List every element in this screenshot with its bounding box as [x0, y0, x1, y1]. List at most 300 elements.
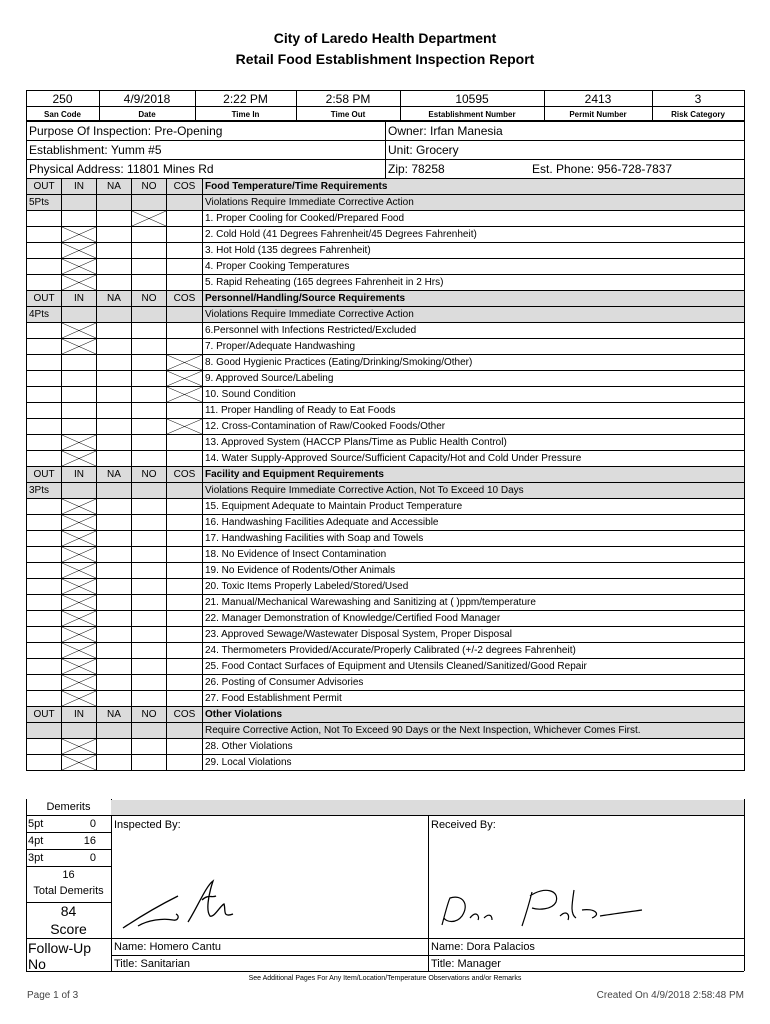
violation-item-row — [27, 355, 745, 371]
date-label: Date — [138, 110, 156, 119]
status-cell-na — [97, 419, 132, 435]
status-cell-no — [132, 227, 167, 243]
status-cell-na — [97, 387, 132, 403]
violation-item-row — [27, 579, 745, 595]
empty-cell — [167, 723, 203, 739]
status-cell-out — [27, 739, 62, 755]
status-cell-cos — [167, 595, 203, 611]
section-title: Other Violations — [203, 707, 745, 723]
status-cell-no — [132, 755, 167, 771]
status-cell-na — [97, 403, 132, 419]
x-mark-in — [62, 627, 97, 643]
footer-note: See Additional Pages For Any Item/Location/Temperature Observations and/or Remarks — [248, 975, 522, 982]
violation-item-row — [27, 611, 745, 627]
column-header-cos: COS — [167, 707, 203, 723]
status-cell-out — [27, 611, 62, 627]
section-subtitle-row — [27, 195, 745, 211]
violation-item-text: 10. Sound Condition — [203, 387, 745, 403]
status-cell-cos — [167, 675, 203, 691]
violation-item-text: 29. Local Violations — [203, 755, 745, 771]
follow-up-value: No — [28, 956, 46, 972]
status-cell-cos — [167, 499, 203, 515]
status-cell-cos — [167, 531, 203, 547]
column-header-out: OUT — [27, 291, 62, 307]
status-cell-cos — [167, 643, 203, 659]
total-demerits-label: Total Demerits — [33, 885, 104, 897]
status-cell-no — [132, 387, 167, 403]
violation-item-row — [27, 227, 745, 243]
status-cell-no — [132, 451, 167, 467]
violation-item-text: 17. Handwashing Facilities with Soap and Towels — [203, 531, 745, 547]
violation-item-text: 20. Toxic Items Properly Labeled/Stored/Used — [203, 579, 745, 595]
follow-up-label: Follow-Up — [28, 940, 92, 956]
score-label: Score — [50, 921, 87, 937]
violation-item-text: 2. Cold Hold (41 Degrees Fahrenheit/45 Degrees Fahrenheit) — [203, 227, 745, 243]
status-cell-na — [97, 563, 132, 579]
demerit-3pt-value: 0 — [89, 852, 96, 864]
status-cell-cos — [167, 403, 203, 419]
violation-item-text: 27. Food Establishment Permit — [203, 691, 745, 707]
violation-item-row — [27, 435, 745, 451]
empty-cell — [167, 307, 203, 323]
status-cell-out — [27, 691, 62, 707]
section-points: 3Pts — [27, 483, 62, 499]
violation-item-row — [27, 499, 745, 515]
x-mark-in — [62, 675, 97, 691]
status-cell-no — [132, 675, 167, 691]
status-cell-out — [27, 755, 62, 771]
status-cell-cos — [167, 339, 203, 355]
status-cell-cos — [167, 563, 203, 579]
column-header-no: NO — [132, 467, 167, 483]
status-cell-na — [97, 547, 132, 563]
x-mark-in — [62, 259, 97, 275]
x-mark-in — [62, 227, 97, 243]
status-cell-out — [27, 563, 62, 579]
violation-item-text: 14. Water Supply-Approved Source/Sufficient Capacity/Hot and Cold Under Pressure — [203, 451, 745, 467]
demerit-3pt-label: 3pt — [28, 852, 44, 864]
status-cell-na — [97, 739, 132, 755]
owner: Owner: Irfan Manesia — [388, 124, 503, 138]
x-mark-cos — [167, 387, 203, 403]
status-cell-cos — [167, 275, 203, 291]
status-cell-in — [62, 419, 97, 435]
empty-cell — [167, 195, 203, 211]
violation-item-row — [27, 259, 745, 275]
empty-cell — [132, 307, 167, 323]
status-cell-out — [27, 451, 62, 467]
purpose-of-inspection: Purpose Of Inspection: Pre-Opening — [29, 124, 223, 138]
column-header-no: NO — [132, 179, 167, 195]
receiver-title: Title: Manager — [431, 958, 501, 970]
status-cell-no — [132, 691, 167, 707]
san-code-value: 250 — [52, 92, 73, 106]
section-subtitle-row — [27, 307, 745, 323]
status-cell-cos — [167, 627, 203, 643]
receiver-signature — [432, 880, 652, 930]
violation-item-text: 24. Thermometers Provided/Accurate/Properly Calibrated (+/-2 degrees Fahrenheit) — [203, 643, 745, 659]
status-cell-in — [62, 211, 97, 227]
demerit-5pt-value: 0 — [89, 818, 96, 830]
status-cell-no — [132, 643, 167, 659]
status-cell-out — [27, 339, 62, 355]
status-cell-out — [27, 387, 62, 403]
status-cell-no — [132, 355, 167, 371]
status-cell-cos — [167, 739, 203, 755]
inspector-title: Title: Sanitarian — [114, 958, 191, 970]
violation-item-text: 6.Personnel with Infections Restricted/Excluded — [203, 323, 745, 339]
empty-cell — [62, 723, 97, 739]
violation-item-text: 22. Manager Demonstration of Knowledge/Certified Food Manager — [203, 611, 745, 627]
violation-item-row — [27, 515, 745, 531]
section-header-row — [27, 179, 745, 195]
column-header-no: NO — [132, 707, 167, 723]
empty-cell — [97, 195, 132, 211]
violation-item-row — [27, 643, 745, 659]
violation-item-row — [27, 419, 745, 435]
column-header-na: NA — [97, 707, 132, 723]
total-demerits-value: 16 — [62, 869, 75, 881]
status-cell-na — [97, 323, 132, 339]
status-cell-no — [132, 339, 167, 355]
section-title: Food Temperature/Time Requirements — [203, 179, 745, 195]
violation-item-row — [27, 739, 745, 755]
violation-item-text: 21. Manual/Mechanical Warewashing and Sanitizing at ( )ppm/temperature — [203, 595, 745, 611]
violation-item-row — [27, 323, 745, 339]
violation-item-row — [27, 675, 745, 691]
empty-cell — [97, 483, 132, 499]
violation-item-text: 1. Proper Cooling for Cooked/Prepared Food — [203, 211, 745, 227]
status-cell-out — [27, 355, 62, 371]
status-cell-out — [27, 419, 62, 435]
x-mark-in — [62, 435, 97, 451]
empty-cell — [62, 195, 97, 211]
violation-item-text: 7. Proper/Adequate Handwashing — [203, 339, 745, 355]
column-header-in: IN — [62, 467, 97, 483]
violation-item-row — [27, 659, 745, 675]
section-subtitle: Violations Require Immediate Corrective Action — [203, 307, 745, 323]
status-cell-na — [97, 499, 132, 515]
x-mark-cos — [167, 419, 203, 435]
x-mark-cos — [167, 371, 203, 387]
violation-item-row — [27, 243, 745, 259]
inspector-name: Name: Homero Cantu — [114, 941, 221, 953]
section-title: Facility and Equipment Requirements — [203, 467, 745, 483]
column-header-na: NA — [97, 291, 132, 307]
column-header-na: NA — [97, 467, 132, 483]
violation-item-row — [27, 387, 745, 403]
san-code-label: San Code — [44, 110, 81, 119]
x-mark-in — [62, 515, 97, 531]
status-cell-na — [97, 435, 132, 451]
physical-address: Physical Address: 11801 Mines Rd — [29, 162, 214, 176]
status-cell-na — [97, 451, 132, 467]
status-cell-out — [27, 643, 62, 659]
column-header-cos: COS — [167, 179, 203, 195]
time-in-value: 2:22 PM — [223, 92, 268, 106]
status-cell-na — [97, 243, 132, 259]
status-cell-no — [132, 659, 167, 675]
empty-cell — [132, 483, 167, 499]
status-cell-no — [132, 627, 167, 643]
status-cell-out — [27, 627, 62, 643]
violation-item-text: 16. Handwashing Facilities Adequate and Accessible — [203, 515, 745, 531]
column-header-out: OUT — [27, 179, 62, 195]
status-cell-out — [27, 659, 62, 675]
x-mark-cos — [167, 355, 203, 371]
status-cell-out — [27, 675, 62, 691]
x-mark-in — [62, 275, 97, 291]
violation-item-row — [27, 563, 745, 579]
status-cell-no — [132, 515, 167, 531]
status-cell-out — [27, 435, 62, 451]
x-mark-in — [62, 739, 97, 755]
time-in-label: Time In — [231, 110, 260, 119]
violation-item-text: 15. Equipment Adequate to Maintain Product Temperature — [203, 499, 745, 515]
status-cell-cos — [167, 211, 203, 227]
section-subtitle: Violations Require Immediate Corrective Action — [203, 195, 745, 211]
x-mark-no — [132, 211, 167, 227]
violation-item-text: 23. Approved Sewage/Wastewater Disposal System, Proper Disposal — [203, 627, 745, 643]
empty-cell — [62, 483, 97, 499]
permit-number-label: Permit Number — [569, 110, 627, 119]
status-cell-in — [62, 371, 97, 387]
status-cell-in — [62, 355, 97, 371]
column-header-in: IN — [62, 707, 97, 723]
status-cell-na — [97, 259, 132, 275]
status-cell-out — [27, 243, 62, 259]
empty-cell — [97, 307, 132, 323]
establishment-name: Establishment: Yumm #5 — [29, 143, 162, 157]
status-cell-out — [27, 371, 62, 387]
violations-table — [26, 178, 745, 771]
permit-number-value: 2413 — [584, 92, 612, 106]
violation-item-text: 11. Proper Handling of Ready to Eat Foods — [203, 403, 745, 419]
unit: Unit: Grocery — [388, 143, 459, 157]
x-mark-in — [62, 755, 97, 771]
violation-item-row — [27, 531, 745, 547]
section-subtitle: Require Corrective Action, Not To Exceed 90 Days or the Next Inspection, Whichever Comes First. — [203, 723, 745, 739]
x-mark-in — [62, 595, 97, 611]
violation-item-text: 8. Good Hygienic Practices (Eating/Drinking/Smoking/Other) — [203, 355, 745, 371]
column-header-na: NA — [97, 179, 132, 195]
violation-item-row — [27, 755, 745, 771]
status-cell-out — [27, 547, 62, 563]
x-mark-in — [62, 323, 97, 339]
section-subtitle-row — [27, 723, 745, 739]
status-cell-na — [97, 659, 132, 675]
time-out-value: 2:58 PM — [325, 92, 371, 106]
inspector-signature — [118, 876, 258, 936]
status-cell-no — [132, 243, 167, 259]
demerit-4pt-value: 16 — [83, 835, 96, 847]
status-cell-cos — [167, 323, 203, 339]
inspected-by-label: Inspected By: — [114, 819, 181, 831]
status-cell-na — [97, 339, 132, 355]
section-points — [27, 723, 62, 739]
status-cell-cos — [167, 227, 203, 243]
column-header-in: IN — [62, 179, 97, 195]
x-mark-in — [62, 531, 97, 547]
violation-item-row — [27, 595, 745, 611]
section-points: 4Pts — [27, 307, 62, 323]
column-header-in: IN — [62, 291, 97, 307]
status-cell-no — [132, 579, 167, 595]
status-cell-no — [132, 323, 167, 339]
x-mark-in — [62, 499, 97, 515]
violation-item-row — [27, 451, 745, 467]
receiver-name: Name: Dora Palacios — [431, 941, 535, 953]
violation-item-row — [27, 403, 745, 419]
violation-item-text: 13. Approved System (HACCP Plans/Time as Public Health Control) — [203, 435, 745, 451]
status-cell-no — [132, 403, 167, 419]
violation-item-row — [27, 691, 745, 707]
empty-cell — [167, 483, 203, 499]
violation-item-text: 3. Hot Hold (135 degrees Fahrenheit) — [203, 243, 745, 259]
status-cell-no — [132, 595, 167, 611]
x-mark-in — [62, 339, 97, 355]
column-header-cos: COS — [167, 291, 203, 307]
section-header-row — [27, 291, 745, 307]
status-cell-no — [132, 435, 167, 451]
demerit-5pt-label: 5pt — [28, 818, 44, 830]
status-cell-cos — [167, 659, 203, 675]
column-header-out: OUT — [27, 467, 62, 483]
empty-cell — [132, 195, 167, 211]
violation-item-row — [27, 339, 745, 355]
status-cell-cos — [167, 243, 203, 259]
section-subtitle: Violations Require Immediate Corrective Action, Not To Exceed 10 Days — [203, 483, 745, 499]
violation-item-text: 9. Approved Source/Labeling — [203, 371, 745, 387]
status-cell-out — [27, 579, 62, 595]
status-cell-na — [97, 595, 132, 611]
time-out-label: Time Out — [330, 110, 366, 119]
section-title: Personnel/Handling/Source Requirements — [203, 291, 745, 307]
violation-item-row — [27, 627, 745, 643]
status-cell-out — [27, 499, 62, 515]
violation-item-text: 4. Proper Cooking Temperatures — [203, 259, 745, 275]
score-value: 84 — [60, 903, 77, 919]
created-timestamp: Created On 4/9/2018 2:58:48 PM — [596, 990, 744, 1001]
violation-item-text: 25. Food Contact Surfaces of Equipment and Utensils Cleaned/Sanitized/Good Repair — [203, 659, 745, 675]
demerit-4pt-label: 4pt — [28, 835, 44, 847]
status-cell-na — [97, 227, 132, 243]
status-cell-cos — [167, 691, 203, 707]
establishment-phone: Est. Phone: 956-728-7837 — [532, 162, 673, 176]
status-cell-out — [27, 595, 62, 611]
violation-item-row — [27, 547, 745, 563]
received-by-label: Received By: — [431, 819, 496, 831]
violation-item-text: 28. Other Violations — [203, 739, 745, 755]
status-cell-no — [132, 739, 167, 755]
violation-item-text: 5. Rapid Reheating (165 degrees Fahrenheit in 2 Hrs) — [203, 275, 745, 291]
status-cell-no — [132, 611, 167, 627]
status-cell-no — [132, 259, 167, 275]
status-cell-na — [97, 755, 132, 771]
violation-item-text: 18. No Evidence of Insect Contamination — [203, 547, 745, 563]
x-mark-in — [62, 643, 97, 659]
status-cell-in — [62, 387, 97, 403]
x-mark-in — [62, 579, 97, 595]
section-subtitle-row — [27, 483, 745, 499]
status-cell-cos — [167, 611, 203, 627]
status-cell-cos — [167, 755, 203, 771]
violation-item-text: 26. Posting of Consumer Advisories — [203, 675, 745, 691]
date-value: 4/9/2018 — [123, 92, 171, 106]
page-number: Page 1 of 3 — [27, 990, 79, 1001]
status-cell-na — [97, 371, 132, 387]
status-cell-cos — [167, 435, 203, 451]
status-cell-cos — [167, 259, 203, 275]
status-cell-cos — [167, 451, 203, 467]
establishment-number-label: Establishment Number — [428, 110, 516, 119]
status-cell-out — [27, 323, 62, 339]
status-cell-na — [97, 675, 132, 691]
status-cell-in — [62, 403, 97, 419]
x-mark-in — [62, 659, 97, 675]
section-points: 5Pts — [27, 195, 62, 211]
status-cell-no — [132, 419, 167, 435]
x-mark-in — [62, 563, 97, 579]
status-cell-no — [132, 563, 167, 579]
status-cell-out — [27, 403, 62, 419]
status-cell-no — [132, 531, 167, 547]
risk-category-label: Risk Category — [671, 110, 725, 119]
empty-cell — [132, 723, 167, 739]
x-mark-in — [62, 451, 97, 467]
status-cell-out — [27, 531, 62, 547]
status-cell-na — [97, 275, 132, 291]
violation-item-row — [27, 371, 745, 387]
status-cell-out — [27, 275, 62, 291]
x-mark-in — [62, 243, 97, 259]
status-cell-na — [97, 579, 132, 595]
report-agency-title: City of Laredo Health Department — [273, 30, 497, 46]
status-cell-na — [97, 611, 132, 627]
empty-cell — [97, 723, 132, 739]
violation-item-row — [27, 275, 745, 291]
column-header-cos: COS — [167, 467, 203, 483]
column-header-out: OUT — [27, 707, 62, 723]
report-title: Retail Food Establishment Inspection Report — [235, 51, 535, 67]
status-cell-na — [97, 531, 132, 547]
status-cell-no — [132, 371, 167, 387]
status-cell-out — [27, 515, 62, 531]
risk-category-value: 3 — [694, 92, 702, 106]
status-cell-cos — [167, 579, 203, 595]
status-cell-no — [132, 499, 167, 515]
section-header-row — [27, 707, 745, 723]
status-cell-no — [132, 275, 167, 291]
x-mark-in — [62, 691, 97, 707]
status-cell-na — [97, 627, 132, 643]
status-cell-na — [97, 691, 132, 707]
status-cell-na — [97, 211, 132, 227]
status-cell-cos — [167, 547, 203, 563]
violation-item-row — [27, 211, 745, 227]
status-cell-na — [97, 355, 132, 371]
zip: Zip: 78258 — [388, 162, 445, 176]
violation-item-text: 12. Cross-Contamination of Raw/Cooked Foods/Other — [203, 419, 745, 435]
status-cell-no — [132, 547, 167, 563]
demerits-header: Demerits — [46, 801, 91, 813]
column-header-no: NO — [132, 291, 167, 307]
section-header-row — [27, 467, 745, 483]
x-mark-in — [62, 547, 97, 563]
establishment-number-value: 10595 — [455, 92, 489, 106]
x-mark-in — [62, 611, 97, 627]
status-cell-na — [97, 515, 132, 531]
